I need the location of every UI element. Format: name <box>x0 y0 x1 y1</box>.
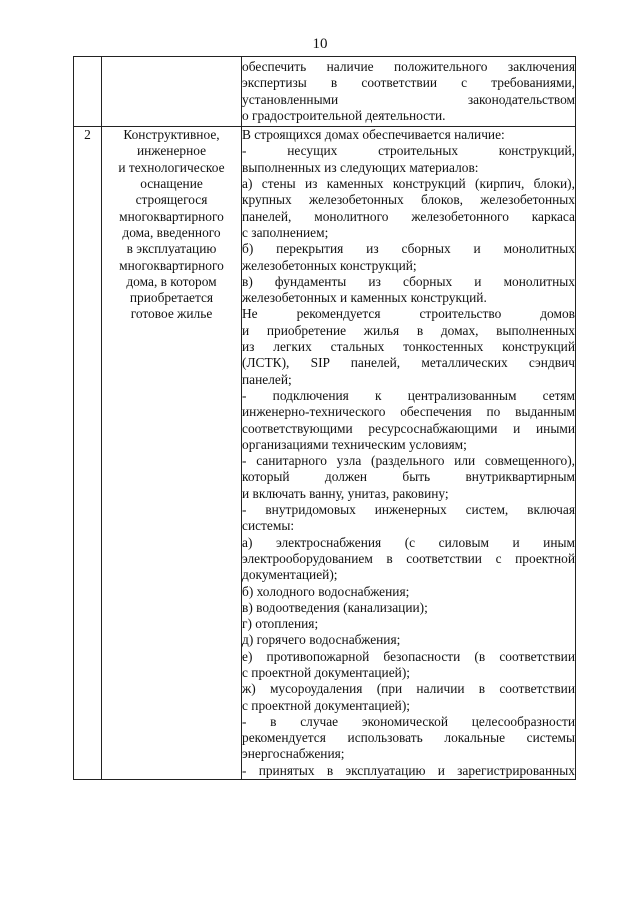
row-number-cell: 2 <box>74 127 102 780</box>
content-line: документацией); <box>242 567 338 583</box>
content-line: (ЛСТК), SIP панелей, металлических сэндвич <box>242 355 575 371</box>
row-name-cell <box>102 127 242 780</box>
content-line: д) горячего водоснабжения; <box>242 632 401 648</box>
requirements-table <box>73 56 576 780</box>
content-line: о градостроительной деятельности. <box>242 107 446 123</box>
content-line: а) электроснабжения (с силовым и иным <box>242 534 575 550</box>
content-line: а) стены из каменных конструкций (кирпич, блоки), <box>242 176 575 192</box>
name-line: в эксплуатацию <box>126 241 217 257</box>
content-line: е) противопожарной безопасности (в соответствии <box>242 648 575 664</box>
content-line: рекомендуется использовать локальные системы <box>242 730 575 746</box>
name-line: многоквартирного <box>119 208 224 224</box>
name-line: инженерное <box>136 143 207 159</box>
content-line: с проектной документацией); <box>242 664 411 680</box>
table-row <box>74 127 576 780</box>
content-line: железобетонных и каменных конструкций. <box>242 290 487 306</box>
content-line: и приобретение жилья в домах, выполненных <box>242 322 575 338</box>
content-line: с заполнением; <box>242 224 329 240</box>
name-line: дома, в котором <box>126 273 217 289</box>
content-line: в) водоотведения (канализации); <box>242 599 428 615</box>
content-line: - санитарного узла (раздельного или совмещенного), <box>242 453 575 469</box>
content-line: - подключения к централизованным сетям <box>242 387 575 403</box>
content-line: обеспечить наличие положительного заключения <box>242 59 575 74</box>
content-line: экспертизы в соответствии с требованиями, <box>242 75 575 91</box>
name-line: приобретается <box>129 290 214 306</box>
content-line: установленными законодательством <box>242 91 575 107</box>
row-number-cell <box>74 57 102 127</box>
content-line: системы: <box>242 518 295 534</box>
content-line: - несущих строительных конструкций, <box>242 143 575 159</box>
content-line: Не рекомендуется строительство домов <box>242 306 575 322</box>
content-line: энергоснабжения; <box>242 746 345 762</box>
row-name-cell <box>102 57 242 127</box>
content-line: с проектной документацией); <box>242 697 411 713</box>
content-line: который должен быть внутриквартирным <box>242 469 575 485</box>
page-number: 10 <box>312 36 328 52</box>
content-line: и включать ванну, унитаз, раковину; <box>242 485 449 501</box>
content-line: В строящихся домах обеспечивается наличие: <box>242 127 505 143</box>
name-line: Конструктивное, <box>123 127 220 143</box>
content-line: - в случае экономической целесообразности <box>242 713 575 729</box>
content-line: б) перекрытия из сборных и монолитных <box>242 241 575 257</box>
content-line: электрооборудованием в соответствии с проектной <box>242 550 575 566</box>
row-content-cell <box>242 57 576 127</box>
name-line: многоквартирного <box>119 257 224 273</box>
content-line: из легких стальных тонкостенных конструкций <box>242 339 575 355</box>
row-content-cell <box>242 127 576 780</box>
content-line: - внутридомовых инженерных систем, включая <box>242 502 575 518</box>
name-line: оснащение <box>140 176 203 192</box>
name-line: и технологическое <box>118 159 225 175</box>
content-line: крупных железобетонных блоков, железобетонных <box>242 192 575 208</box>
content-line: панелей; <box>242 371 292 387</box>
content-line: б) холодного водоснабжения; <box>242 583 410 599</box>
name-line: готовое жилье <box>130 306 213 322</box>
content-line: г) отопления; <box>242 616 319 632</box>
content-line: панелей, монолитного железобетонного каркаса <box>242 208 575 224</box>
name-line: строящегося <box>135 192 208 208</box>
content-line: железобетонных конструкций; <box>242 257 417 273</box>
name-line: дома, введенного <box>122 224 221 240</box>
content-line: соответствующими ресурсоснабжающими и иными <box>242 420 575 436</box>
content-line: в) фундаменты из сборных и монолитных <box>242 273 575 289</box>
content-line: инженерно-технического обеспечения по выданным <box>242 404 575 420</box>
table-row <box>74 57 576 127</box>
content-line: организациями техническим условиям; <box>242 436 467 452</box>
content-line: выполненных из следующих материалов: <box>242 159 479 175</box>
content-line: ж) мусороудаления (при наличии в соответствии <box>242 681 575 697</box>
content-line: - принятых в эксплуатацию и зарегистрированных <box>242 762 575 778</box>
